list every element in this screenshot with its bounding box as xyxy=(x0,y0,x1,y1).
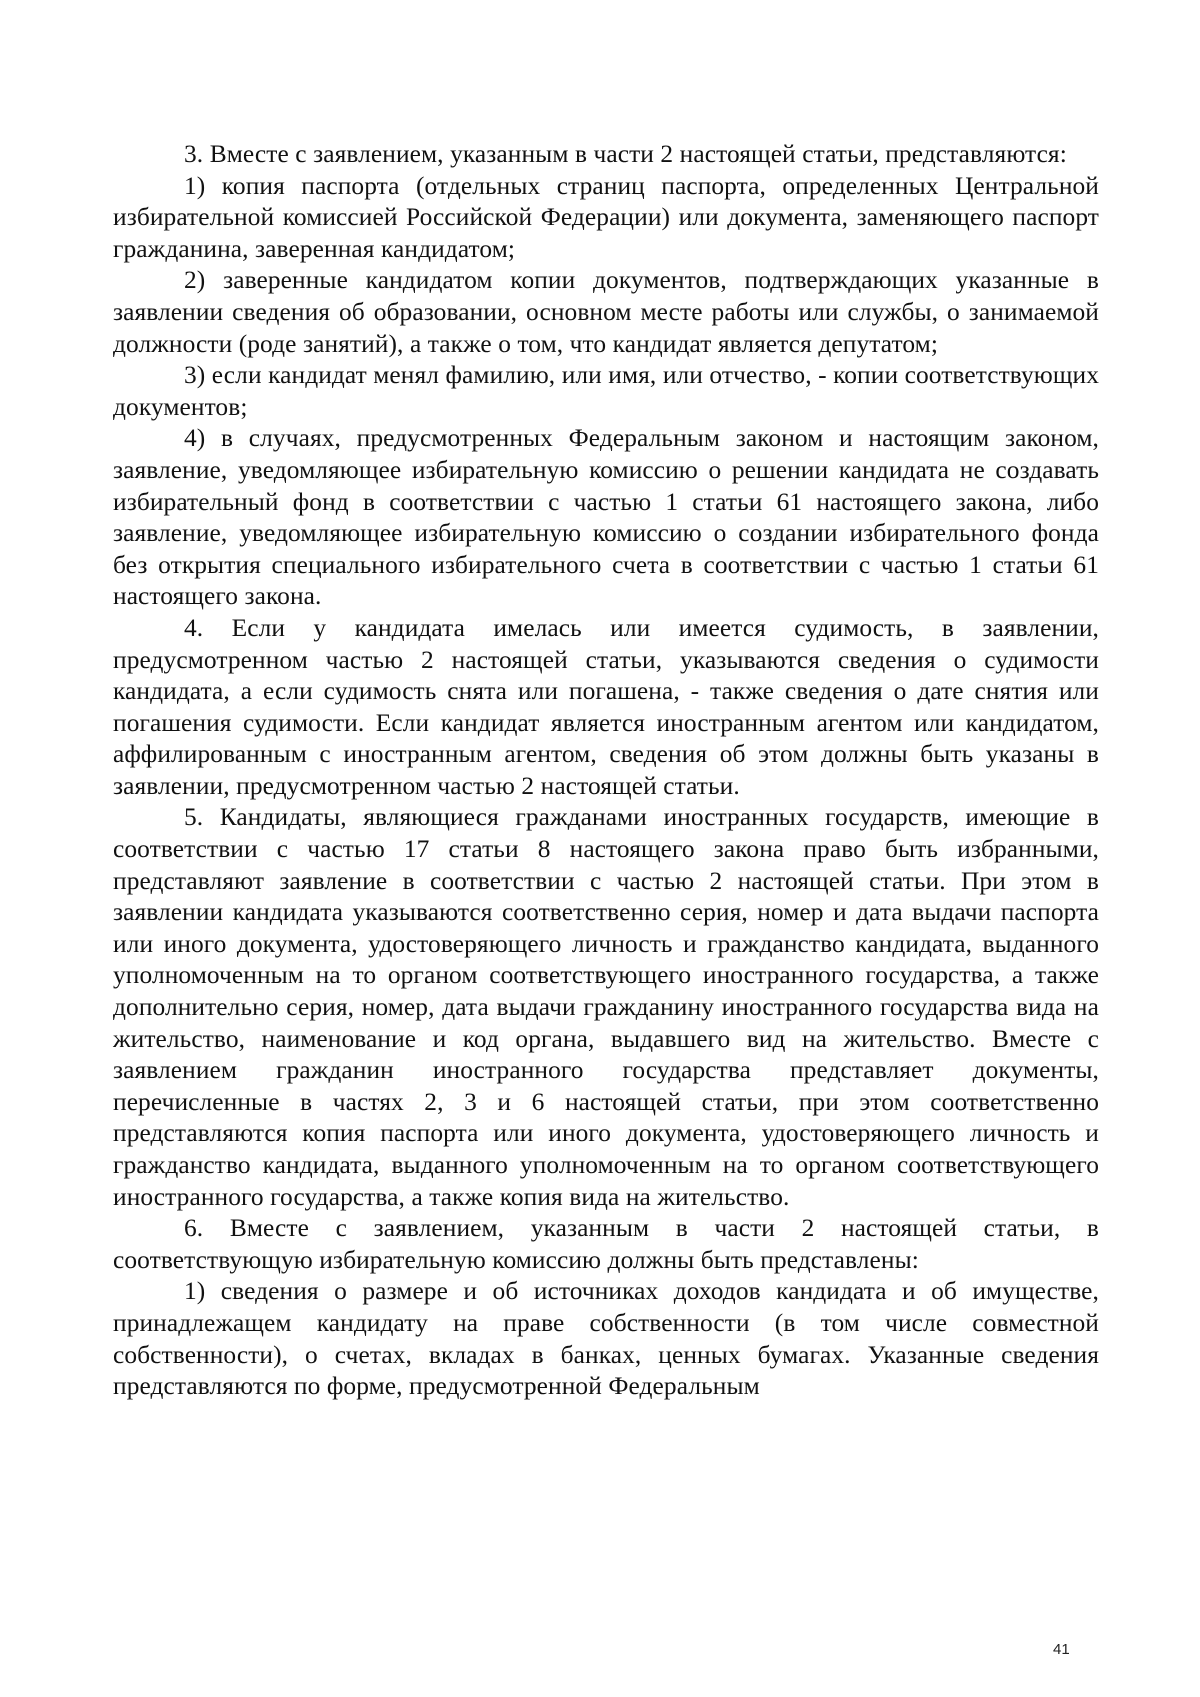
paragraph-part-5: 5. Кандидаты, являющиеся гражданами иностранных государств, имеющие в соответствии с частью 17 статьи 8 настоящего закона право быть избранными, представляют заявление в соответствии с частью 2 настоящей статьи. При этом в заявлении кандидата указываются соответственно серия, номер и дата выдачи паспорта или иного документа, удостоверяющего личность и гражданство кандидата, выданного уполномоченным на то органом соответствующего иностранного государства, а также дополнительно серия, номер, дата выдачи гражданину иностранного государства вида на жительство, наименование и код органа, выдавшего вид на жительство. Вместе с заявлением гражданин иностранного государства представляет документы, перечисленные в частях 2, 3 и 6 настоящей статьи, при этом соответственно представляются копия паспорта или иного документа, удостоверяющего личность и гражданство кандидата, выданного уполномоченным на то органом соответствующего иностранного государства, а также копия вида на жительство. xyxy=(113,803,1099,1211)
paragraph-part-6-item-1: 1) сведения о размере и об источниках доходов кандидата и об имуществе, принадлежащем кандидату на праве собственности (в том числе совместной собственности), о счетах, вкладах в банках, ценных бумагах. Указанные сведения представляются по форме, предусмотренной Федеральным xyxy=(113,1277,1099,1401)
paragraph-item-4-electoral-fund: 4) в случаях, предусмотренных Федеральным законом и настоящим законом, заявление, уведомляющее избирательную комиссию о решении кандидата не создавать избирательный фонд в соответствии с частью 1 статьи 61 настоящего закона, либо заявление, уведомляющее избирательную комиссию о создании избирательного фонда без открытия специального избирательного счета в соответствии с частью 1 статьи 61 настоящего закона. xyxy=(113,424,1099,611)
paragraph-item-2-documents: 2) заверенные кандидатом копии документов, подтверждающих указанные в заявлении сведения об образовании, основном месте работы или службы, о занимаемой должности (роде занятий), а также о том, что кандидат является депутатом; xyxy=(113,266,1099,358)
paragraph-part-6: 6. Вместе с заявлением, указанным в части 2 настоящей статьи, в соответствующую избирательную комиссию должны быть представлены: xyxy=(113,1214,1099,1274)
paragraph-part-3: 3. Вместе с заявлением, указанным в части 2 настоящей статьи, представляются: xyxy=(184,140,1067,168)
paragraph-item-1-passport: 1) копия паспорта (отдельных страниц паспорта, определенных Центральной избирательной комиссией Российской Федерации) или документа, заменяющего паспорт гражданина, заверенная кандидатом; xyxy=(113,171,1099,263)
paragraph-item-3-name-change: 3) если кандидат менял фамилию, или имя, или отчество, - копии соответствующих документов; xyxy=(113,361,1099,421)
paragraph-part-4: 4. Если у кандидата имелась или имеется судимость, в заявлении, предусмотренном частью 2 настоящей статьи, указываются сведения о судимости кандидата, а если судимость снята или погашена, - также сведения о дате снятия или погашения судимости. Если кандидат является иностранным агентом или кандидатом, аффилированным с иностранным агентом, сведения об этом должны быть указаны в заявлении, предусмотренном частью 2 настоящей статьи. xyxy=(113,613,1099,800)
page-number: 41 xyxy=(1053,1641,1070,1658)
document-body xyxy=(113,139,1099,1403)
